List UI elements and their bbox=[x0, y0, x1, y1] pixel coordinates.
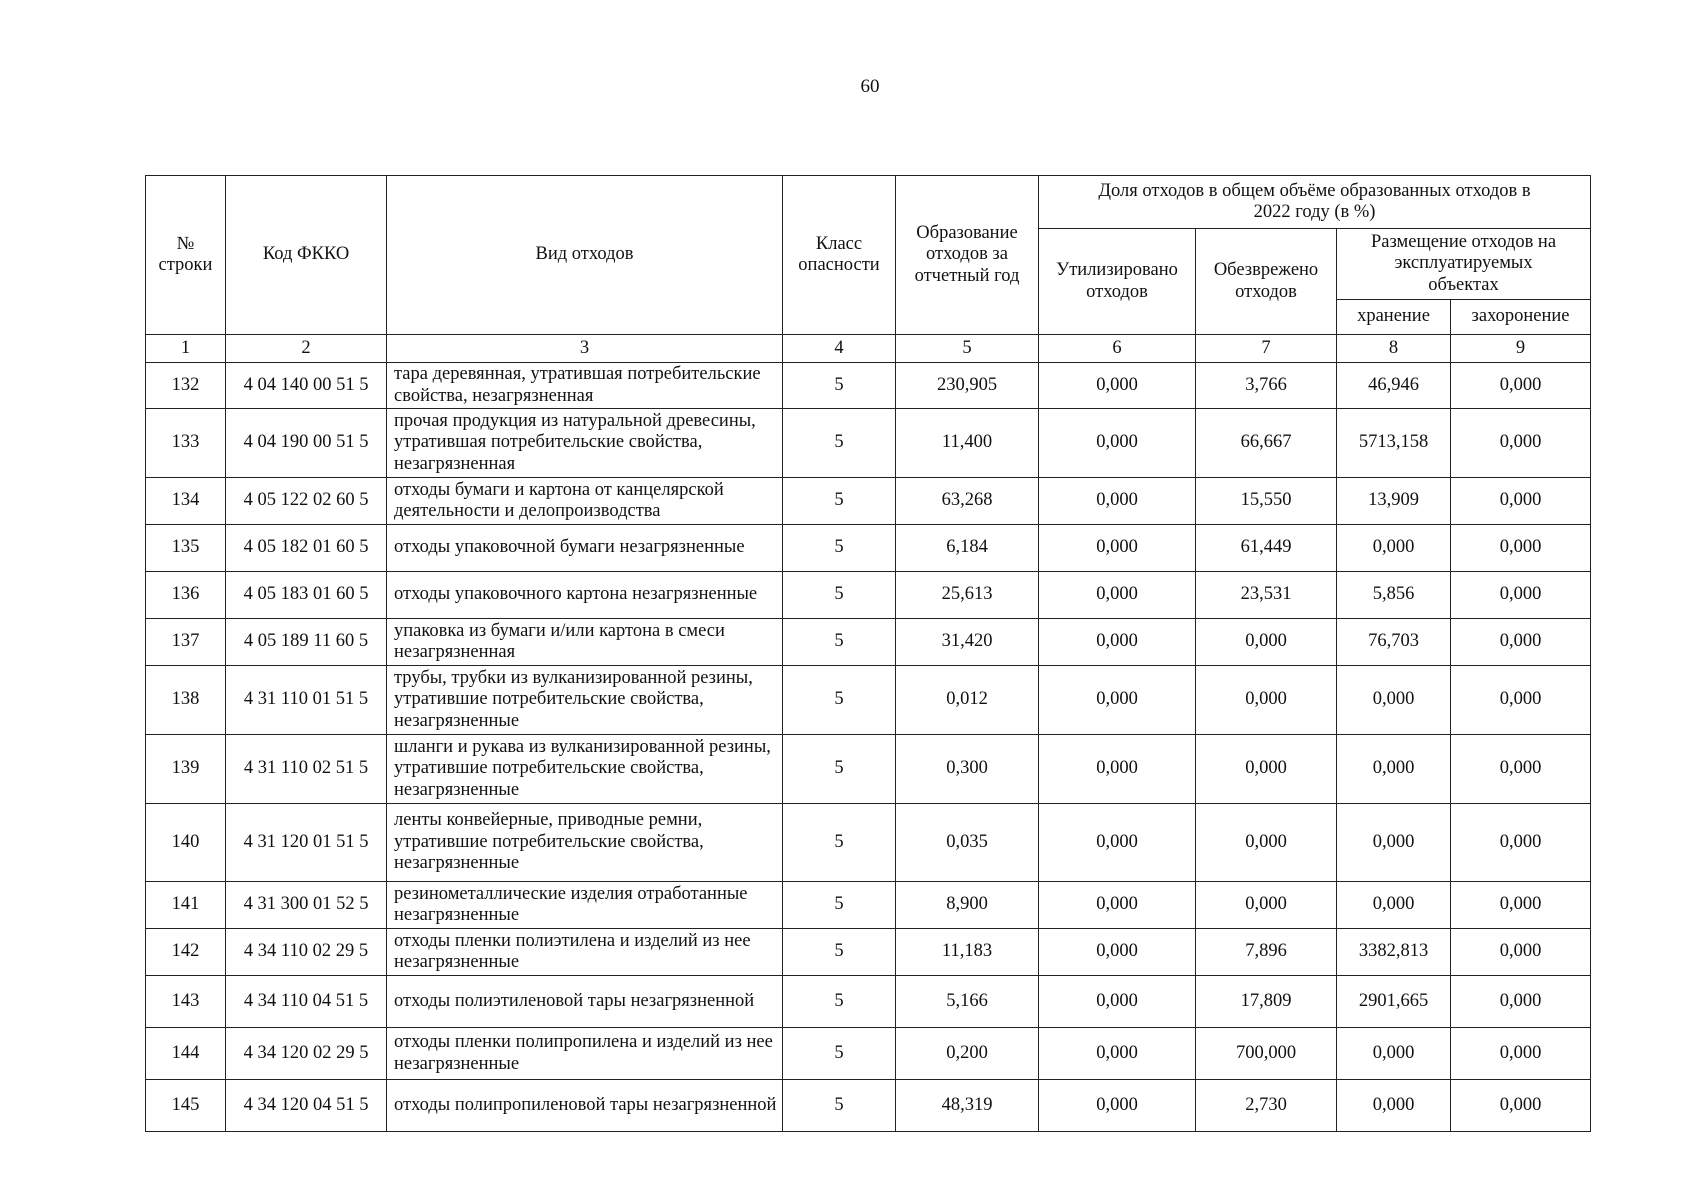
cell-utilized: 0,000 bbox=[1039, 1028, 1196, 1080]
cell-utilized: 0,000 bbox=[1039, 929, 1196, 976]
column-number: 7 bbox=[1196, 335, 1337, 363]
cell-hazard-class: 5 bbox=[783, 929, 896, 976]
header-placement: Размещение отходов на эксплуатируемых объектах bbox=[1337, 229, 1591, 300]
cell-generated: 25,613 bbox=[896, 572, 1039, 619]
cell-burial: 0,000 bbox=[1451, 976, 1591, 1028]
cell-fkko-code: 4 34 120 04 51 5 bbox=[226, 1080, 387, 1132]
table-row bbox=[146, 619, 1591, 666]
cell-waste-name: отходы пленки полипропилена и изделий из нее незагрязненные bbox=[387, 1028, 783, 1080]
cell-row-no: 138 bbox=[146, 666, 226, 735]
cell-row-no: 143 bbox=[146, 976, 226, 1028]
cell-generated: 6,184 bbox=[896, 525, 1039, 572]
table-row bbox=[146, 735, 1591, 804]
cell-utilized: 0,000 bbox=[1039, 619, 1196, 666]
cell-storage: 76,703 bbox=[1337, 619, 1451, 666]
cell-utilized: 0,000 bbox=[1039, 976, 1196, 1028]
cell-neutralized: 61,449 bbox=[1196, 525, 1337, 572]
cell-row-no: 141 bbox=[146, 882, 226, 929]
cell-neutralized: 66,667 bbox=[1196, 409, 1337, 478]
column-number: 3 bbox=[387, 335, 783, 363]
cell-row-no: 145 bbox=[146, 1080, 226, 1132]
cell-hazard-class: 5 bbox=[783, 976, 896, 1028]
cell-fkko-code: 4 34 120 02 29 5 bbox=[226, 1028, 387, 1080]
cell-burial: 0,000 bbox=[1451, 619, 1591, 666]
cell-hazard-class: 5 bbox=[783, 363, 896, 409]
header-fkko-code: Код ФККО bbox=[226, 176, 387, 335]
cell-burial: 0,000 bbox=[1451, 804, 1591, 882]
cell-storage: 0,000 bbox=[1337, 666, 1451, 735]
header-generated: Образование отходов за отчетный год bbox=[896, 176, 1039, 335]
cell-fkko-code: 4 04 140 00 51 5 bbox=[226, 363, 387, 409]
column-number: 4 bbox=[783, 335, 896, 363]
cell-fkko-code: 4 04 190 00 51 5 bbox=[226, 409, 387, 478]
cell-generated: 5,166 bbox=[896, 976, 1039, 1028]
cell-generated: 0,012 bbox=[896, 666, 1039, 735]
cell-burial: 0,000 bbox=[1451, 363, 1591, 409]
header-utilized: Утилизировано отходов bbox=[1039, 229, 1196, 335]
cell-storage: 0,000 bbox=[1337, 525, 1451, 572]
cell-hazard-class: 5 bbox=[783, 409, 896, 478]
cell-row-no: 134 bbox=[146, 478, 226, 525]
cell-hazard-class: 5 bbox=[783, 666, 896, 735]
cell-row-no: 137 bbox=[146, 619, 226, 666]
cell-storage: 0,000 bbox=[1337, 804, 1451, 882]
cell-generated: 11,183 bbox=[896, 929, 1039, 976]
cell-generated: 63,268 bbox=[896, 478, 1039, 525]
table-row bbox=[146, 882, 1591, 929]
cell-burial: 0,000 bbox=[1451, 735, 1591, 804]
header-share-group: Доля отходов в общем объёме образованных отходов в 2022 году (в %) bbox=[1039, 176, 1591, 229]
cell-waste-name: трубы, трубки из вулканизированной резины, утратившие потребительские свойства, незагрязненные bbox=[387, 666, 783, 735]
column-number: 2 bbox=[226, 335, 387, 363]
cell-neutralized: 0,000 bbox=[1196, 619, 1337, 666]
cell-burial: 0,000 bbox=[1451, 525, 1591, 572]
cell-storage: 46,946 bbox=[1337, 363, 1451, 409]
cell-fkko-code: 4 34 110 04 51 5 bbox=[226, 976, 387, 1028]
cell-burial: 0,000 bbox=[1451, 666, 1591, 735]
cell-hazard-class: 5 bbox=[783, 1080, 896, 1132]
cell-utilized: 0,000 bbox=[1039, 409, 1196, 478]
cell-burial: 0,000 bbox=[1451, 882, 1591, 929]
header-row-no: № строки bbox=[146, 176, 226, 335]
cell-hazard-class: 5 bbox=[783, 525, 896, 572]
cell-utilized: 0,000 bbox=[1039, 363, 1196, 409]
cell-burial: 0,000 bbox=[1451, 929, 1591, 976]
cell-generated: 48,319 bbox=[896, 1080, 1039, 1132]
cell-generated: 0,200 bbox=[896, 1028, 1039, 1080]
cell-hazard-class: 5 bbox=[783, 478, 896, 525]
cell-burial: 0,000 bbox=[1451, 1028, 1591, 1080]
table-body bbox=[146, 363, 1591, 1132]
cell-neutralized: 3,766 bbox=[1196, 363, 1337, 409]
cell-storage: 13,909 bbox=[1337, 478, 1451, 525]
waste-table bbox=[145, 175, 1591, 1132]
cell-storage: 0,000 bbox=[1337, 1028, 1451, 1080]
cell-waste-name: резинометаллические изделия отработанные незагрязненные bbox=[387, 882, 783, 929]
header-burial: захоронение bbox=[1451, 300, 1591, 335]
header-waste-type: Вид отходов bbox=[387, 176, 783, 335]
cell-generated: 11,400 bbox=[896, 409, 1039, 478]
cell-utilized: 0,000 bbox=[1039, 666, 1196, 735]
cell-waste-name: отходы полипропиленовой тары незагрязненной bbox=[387, 1080, 783, 1132]
cell-fkko-code: 4 05 189 11 60 5 bbox=[226, 619, 387, 666]
cell-neutralized: 17,809 bbox=[1196, 976, 1337, 1028]
cell-neutralized: 0,000 bbox=[1196, 804, 1337, 882]
table-row bbox=[146, 1080, 1591, 1132]
cell-fkko-code: 4 31 120 01 51 5 bbox=[226, 804, 387, 882]
cell-hazard-class: 5 bbox=[783, 735, 896, 804]
cell-row-no: 135 bbox=[146, 525, 226, 572]
header-neutralized: Обезврежено отходов bbox=[1196, 229, 1337, 335]
cell-hazard-class: 5 bbox=[783, 572, 896, 619]
cell-storage: 5,856 bbox=[1337, 572, 1451, 619]
page-number: 60 bbox=[860, 76, 880, 97]
cell-waste-name: прочая продукция из натуральной древесины, утратившая потребительские свойства, незагрязненная bbox=[387, 409, 783, 478]
cell-waste-name: отходы пленки полиэтилена и изделий из нее незагрязненные bbox=[387, 929, 783, 976]
cell-waste-name: тара деревянная, утратившая потребительские свойства, незагрязненная bbox=[387, 363, 783, 409]
header-storage: хранение bbox=[1337, 300, 1451, 335]
column-number: 8 bbox=[1337, 335, 1451, 363]
cell-fkko-code: 4 05 183 01 60 5 bbox=[226, 572, 387, 619]
table-row bbox=[146, 572, 1591, 619]
table-row bbox=[146, 929, 1591, 976]
cell-storage: 2901,665 bbox=[1337, 976, 1451, 1028]
cell-row-no: 142 bbox=[146, 929, 226, 976]
cell-waste-name: отходы бумаги и картона от канцелярской деятельности и делопроизводства bbox=[387, 478, 783, 525]
cell-neutralized: 23,531 bbox=[1196, 572, 1337, 619]
cell-neutralized: 0,000 bbox=[1196, 735, 1337, 804]
column-number: 6 bbox=[1039, 335, 1196, 363]
cell-hazard-class: 5 bbox=[783, 882, 896, 929]
cell-generated: 0,300 bbox=[896, 735, 1039, 804]
cell-utilized: 0,000 bbox=[1039, 572, 1196, 619]
cell-hazard-class: 5 bbox=[783, 1028, 896, 1080]
cell-burial: 0,000 bbox=[1451, 1080, 1591, 1132]
cell-row-no: 132 bbox=[146, 363, 226, 409]
column-number: 1 bbox=[146, 335, 226, 363]
cell-storage: 0,000 bbox=[1337, 735, 1451, 804]
cell-utilized: 0,000 bbox=[1039, 478, 1196, 525]
cell-row-no: 139 bbox=[146, 735, 226, 804]
cell-utilized: 0,000 bbox=[1039, 804, 1196, 882]
cell-waste-name: отходы упаковочного картона незагрязненные bbox=[387, 572, 783, 619]
cell-neutralized: 0,000 bbox=[1196, 882, 1337, 929]
table-row bbox=[146, 976, 1591, 1028]
cell-fkko-code: 4 31 110 01 51 5 bbox=[226, 666, 387, 735]
cell-row-no: 144 bbox=[146, 1028, 226, 1080]
cell-neutralized: 7,896 bbox=[1196, 929, 1337, 976]
column-number: 9 bbox=[1451, 335, 1591, 363]
cell-row-no: 136 bbox=[146, 572, 226, 619]
table-row bbox=[146, 666, 1591, 735]
cell-storage: 0,000 bbox=[1337, 1080, 1451, 1132]
cell-fkko-code: 4 05 122 02 60 5 bbox=[226, 478, 387, 525]
cell-waste-name: отходы упаковочной бумаги незагрязненные bbox=[387, 525, 783, 572]
cell-neutralized: 700,000 bbox=[1196, 1028, 1337, 1080]
cell-neutralized: 0,000 bbox=[1196, 666, 1337, 735]
cell-hazard-class: 5 bbox=[783, 619, 896, 666]
column-number: 5 bbox=[896, 335, 1039, 363]
cell-utilized: 0,000 bbox=[1039, 882, 1196, 929]
cell-fkko-code: 4 31 110 02 51 5 bbox=[226, 735, 387, 804]
cell-row-no: 133 bbox=[146, 409, 226, 478]
cell-utilized: 0,000 bbox=[1039, 735, 1196, 804]
cell-burial: 0,000 bbox=[1451, 409, 1591, 478]
cell-utilized: 0,000 bbox=[1039, 525, 1196, 572]
cell-waste-name: шланги и рукава из вулканизированной резины, утратившие потребительские свойства, незагрязненные bbox=[387, 735, 783, 804]
cell-utilized: 0,000 bbox=[1039, 1080, 1196, 1132]
cell-burial: 0,000 bbox=[1451, 478, 1591, 525]
cell-row-no: 140 bbox=[146, 804, 226, 882]
cell-storage: 3382,813 bbox=[1337, 929, 1451, 976]
table-row bbox=[146, 525, 1591, 572]
cell-waste-name: ленты конвейерные, приводные ремни, утратившие потребительские свойства, незагрязненные bbox=[387, 804, 783, 882]
table-row bbox=[146, 1028, 1591, 1080]
cell-fkko-code: 4 31 300 01 52 5 bbox=[226, 882, 387, 929]
table-row bbox=[146, 409, 1591, 478]
cell-fkko-code: 4 34 110 02 29 5 bbox=[226, 929, 387, 976]
header-hazard-class: Класс опасности bbox=[783, 176, 896, 335]
table-row bbox=[146, 363, 1591, 409]
cell-generated: 8,900 bbox=[896, 882, 1039, 929]
cell-generated: 0,035 bbox=[896, 804, 1039, 882]
cell-generated: 31,420 bbox=[896, 619, 1039, 666]
cell-neutralized: 2,730 bbox=[1196, 1080, 1337, 1132]
cell-neutralized: 15,550 bbox=[1196, 478, 1337, 525]
cell-storage: 0,000 bbox=[1337, 882, 1451, 929]
cell-generated: 230,905 bbox=[896, 363, 1039, 409]
cell-hazard-class: 5 bbox=[783, 804, 896, 882]
cell-waste-name: отходы полиэтиленовой тары незагрязненной bbox=[387, 976, 783, 1028]
table-row bbox=[146, 478, 1591, 525]
cell-storage: 5713,158 bbox=[1337, 409, 1451, 478]
cell-fkko-code: 4 05 182 01 60 5 bbox=[226, 525, 387, 572]
cell-waste-name: упаковка из бумаги и/или картона в смеси незагрязненная bbox=[387, 619, 783, 666]
table-row bbox=[146, 804, 1591, 882]
cell-burial: 0,000 bbox=[1451, 572, 1591, 619]
